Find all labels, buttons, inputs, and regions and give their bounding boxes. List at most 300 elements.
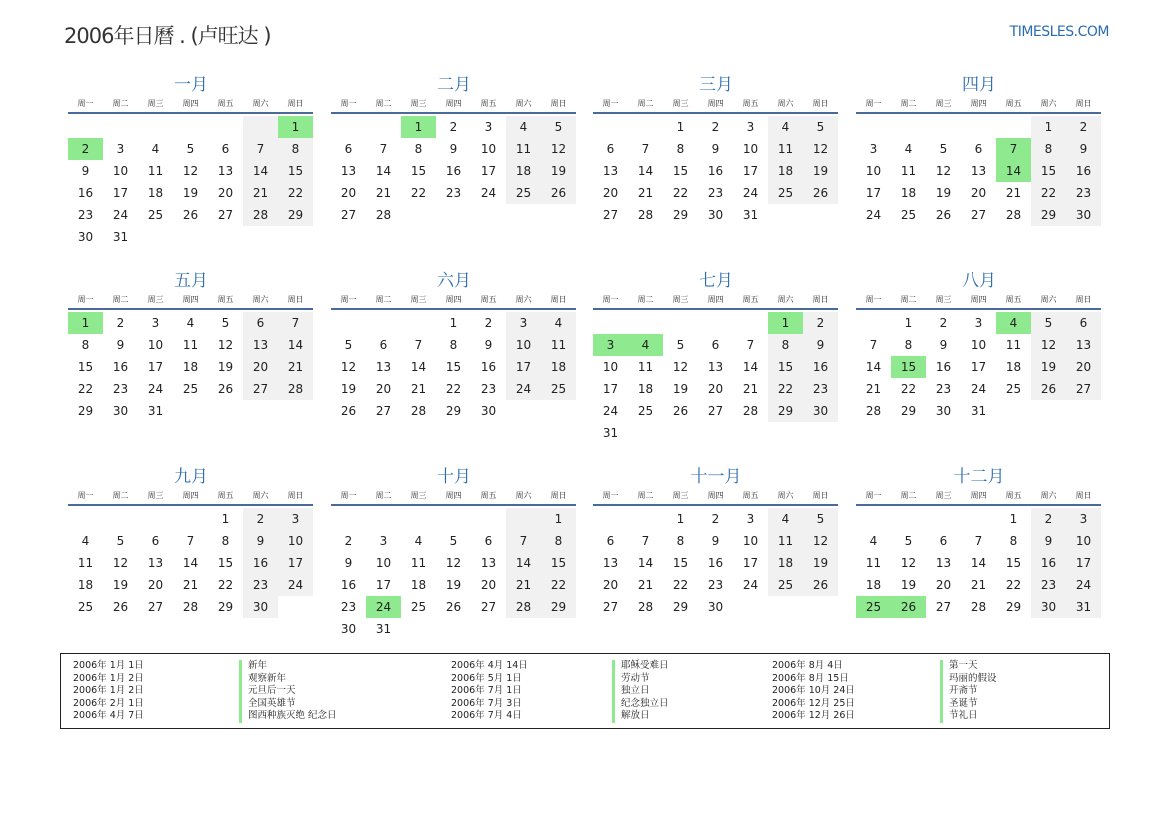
day-cell: 4 <box>414 534 423 548</box>
day-cell: 20 <box>1066 356 1101 378</box>
day-cell: 26 <box>803 182 838 204</box>
day-cell: 26 <box>1031 378 1066 400</box>
day-cell: 13 <box>602 164 619 178</box>
day-cell: 3 <box>869 142 878 156</box>
legend-dates-col-2 <box>451 660 528 723</box>
day-cell: 30 <box>112 404 129 418</box>
day-cell: 27 <box>602 600 619 614</box>
day-cell: 29 <box>672 208 689 222</box>
day-cell: 16 <box>1066 160 1101 182</box>
day-cell: 28 <box>637 600 654 614</box>
day-cell: 5 <box>116 534 125 548</box>
day-cell: 11 <box>147 164 164 178</box>
day-cell: 16 <box>243 552 278 574</box>
day-cell: 28 <box>278 378 313 400</box>
weekday-label: 周一 <box>602 491 619 500</box>
day-cell: 24 <box>742 186 759 200</box>
day-cell: 27 <box>935 600 952 614</box>
day-cell: 29 <box>1005 600 1022 614</box>
legend-date: 2006年 7月 1日 <box>451 685 522 697</box>
legend-holiday-name: 纪念独立日 <box>612 698 669 711</box>
legend-date: 2006年 8月 4日 <box>772 660 843 671</box>
day-cell: 18 <box>182 360 199 374</box>
day-cell: 17 <box>147 360 164 374</box>
day-cell: 16 <box>707 556 724 570</box>
empty-day-cell <box>138 116 173 138</box>
empty-day-cell <box>401 508 436 530</box>
header-divider <box>68 504 313 506</box>
month-calendar <box>331 270 577 422</box>
day-cell: 21 <box>970 578 987 592</box>
empty-day-cell <box>331 312 366 334</box>
day-cell: 21 <box>506 574 541 596</box>
empty-day-cell <box>856 312 891 334</box>
day-cell: 16 <box>803 356 838 378</box>
holiday-legend <box>60 653 1110 729</box>
day-cell: 6 <box>151 534 160 548</box>
day-cell: 31 <box>112 230 129 244</box>
day-cell: 6 <box>606 534 615 548</box>
day-cell: 30 <box>340 622 357 636</box>
day-cell: 30 <box>1066 204 1101 226</box>
day-cell: 28 <box>1005 208 1022 222</box>
day-cell: 7 <box>379 142 388 156</box>
day-cell: 22 <box>541 574 576 596</box>
weekday-label: 周日 <box>550 295 567 304</box>
day-cell: 14 <box>865 360 882 374</box>
day-cell: 12 <box>803 530 838 552</box>
day-cell: 21 <box>278 356 313 378</box>
weekday-label: 周一 <box>340 491 357 500</box>
day-cell: 30 <box>243 596 278 618</box>
weekday-label: 周六 <box>777 295 794 304</box>
day-cell: 20 <box>243 356 278 378</box>
weekday-label: 周日 <box>550 491 567 500</box>
month-name: 十一月 <box>690 467 742 487</box>
day-cell: 23 <box>803 378 838 400</box>
day-cell: 2 <box>803 312 838 334</box>
holiday-day-cell: 15 <box>891 356 926 378</box>
weekday-label: 周三 <box>147 491 164 500</box>
empty-day-cell <box>891 508 926 530</box>
day-cell: 13 <box>707 360 724 374</box>
empty-day-cell <box>331 508 366 530</box>
day-cell: 16 <box>935 360 952 374</box>
weekday-label: 周二 <box>900 295 917 304</box>
day-cell: 8 <box>414 142 423 156</box>
day-cell: 4 <box>541 312 576 334</box>
day-cell: 7 <box>186 534 195 548</box>
day-cell: 28 <box>970 600 987 614</box>
day-cell: 8 <box>768 334 803 356</box>
month-name: 四月 <box>962 75 996 95</box>
weekday-label: 周四 <box>182 491 199 500</box>
day-cell: 24 <box>1066 574 1101 596</box>
day-cell: 19 <box>803 552 838 574</box>
month-name: 三月 <box>699 75 733 95</box>
day-cell: 23 <box>445 186 462 200</box>
weekday-label: 周六 <box>1040 99 1057 108</box>
day-cell: 1 <box>904 316 913 330</box>
day-cell: 2 <box>939 316 948 330</box>
month-calendar <box>856 270 1102 422</box>
weekday-label: 周二 <box>112 491 129 500</box>
month-day-grid <box>331 488 577 640</box>
day-cell: 25 <box>768 182 803 204</box>
day-cell: 24 <box>506 378 541 400</box>
day-cell: 8 <box>676 534 685 548</box>
legend-holiday-name: 耶稣受难日 <box>612 660 669 673</box>
day-cell: 29 <box>278 204 313 226</box>
day-cell: 12 <box>672 360 689 374</box>
header-divider <box>856 504 1101 506</box>
month-calendar <box>856 74 1102 226</box>
day-cell: 30 <box>803 400 838 422</box>
month-day-grid <box>856 488 1102 618</box>
day-cell: 14 <box>410 360 427 374</box>
day-cell: 13 <box>970 164 987 178</box>
day-cell: 6 <box>243 312 278 334</box>
day-cell: 11 <box>768 530 803 552</box>
day-cell: 1 <box>221 512 230 526</box>
holiday-day-cell: 25 <box>856 596 891 618</box>
weekday-label: 周六 <box>515 99 532 108</box>
day-cell: 10 <box>278 530 313 552</box>
day-cell: 19 <box>1031 356 1066 378</box>
month-day-grid <box>593 292 839 444</box>
day-cell: 22 <box>768 378 803 400</box>
day-cell: 15 <box>768 356 803 378</box>
day-cell: 12 <box>112 556 129 570</box>
day-cell: 22 <box>445 382 462 396</box>
day-cell: 26 <box>112 600 129 614</box>
day-cell: 7 <box>278 312 313 334</box>
day-cell: 13 <box>480 556 497 570</box>
day-cell: 19 <box>112 578 129 592</box>
day-cell: 4 <box>506 116 541 138</box>
day-cell: 16 <box>340 578 357 592</box>
day-cell: 3 <box>1066 508 1101 530</box>
day-cell: 10 <box>1066 530 1101 552</box>
brand-link[interactable]: TIMESLES.COM <box>1009 24 1109 40</box>
weekday-label: 周日 <box>1075 99 1092 108</box>
weekday-label: 周二 <box>637 491 654 500</box>
day-cell: 16 <box>1031 552 1066 574</box>
holiday-day-cell: 3 <box>593 334 628 356</box>
day-cell: 25 <box>182 382 199 396</box>
day-cell: 29 <box>77 404 94 418</box>
day-cell: 3 <box>484 120 493 134</box>
weekday-label: 周二 <box>112 295 129 304</box>
day-cell: 2 <box>1066 116 1101 138</box>
month-day-grid <box>856 96 1102 226</box>
day-cell: 25 <box>768 574 803 596</box>
weekday-label: 周二 <box>637 295 654 304</box>
day-cell: 8 <box>449 338 458 352</box>
empty-day-cell <box>173 508 208 530</box>
day-cell: 19 <box>445 578 462 592</box>
day-cell: 18 <box>900 186 917 200</box>
day-cell: 13 <box>217 164 234 178</box>
weekday-label: 周五 <box>742 295 759 304</box>
empty-day-cell <box>628 312 663 334</box>
day-cell: 1 <box>541 508 576 530</box>
day-cell: 12 <box>1031 334 1066 356</box>
weekday-label: 周五 <box>742 491 759 500</box>
day-cell: 26 <box>340 404 357 418</box>
day-cell: 3 <box>379 534 388 548</box>
weekday-label: 周日 <box>550 99 567 108</box>
legend-names-col-1 <box>239 660 337 723</box>
legend-holiday-name: 元旦后一天 <box>239 685 337 698</box>
day-cell: 14 <box>278 334 313 356</box>
weekday-label: 周三 <box>935 491 952 500</box>
day-cell: 16 <box>480 360 497 374</box>
legend-date: 2006年 7月 4日 <box>451 710 522 722</box>
day-cell: 21 <box>742 382 759 396</box>
day-cell: 24 <box>865 208 882 222</box>
empty-day-cell <box>103 116 138 138</box>
weekday-label: 周五 <box>1005 99 1022 108</box>
day-cell: 2 <box>1031 508 1066 530</box>
day-cell: 17 <box>278 552 313 574</box>
weekday-label: 周三 <box>672 295 689 304</box>
month-name: 七月 <box>699 271 733 291</box>
day-cell: 27 <box>602 208 619 222</box>
day-cell: 9 <box>1066 138 1101 160</box>
day-cell: 5 <box>939 142 948 156</box>
day-cell: 7 <box>641 142 650 156</box>
day-cell: 17 <box>480 164 497 178</box>
day-cell: 30 <box>1031 596 1066 618</box>
day-cell: 6 <box>711 338 720 352</box>
empty-day-cell <box>663 312 698 334</box>
empty-day-cell <box>698 312 733 334</box>
day-cell: 18 <box>768 552 803 574</box>
day-cell: 25 <box>147 208 164 222</box>
day-cell: 7 <box>506 530 541 552</box>
day-cell: 23 <box>243 574 278 596</box>
day-cell: 4 <box>768 116 803 138</box>
day-cell: 29 <box>768 400 803 422</box>
holiday-day-cell: 24 <box>366 596 401 618</box>
empty-day-cell <box>208 116 243 138</box>
weekday-label: 周三 <box>672 491 689 500</box>
weekday-label: 周日 <box>812 491 829 500</box>
month-name: 一月 <box>174 75 208 95</box>
day-cell: 10 <box>742 534 759 548</box>
day-cell: 28 <box>182 600 199 614</box>
legend-names-col-3 <box>940 660 997 723</box>
weekday-label: 周一 <box>340 99 357 108</box>
day-cell: 22 <box>410 186 427 200</box>
day-cell: 11 <box>865 556 882 570</box>
day-cell: 4 <box>151 142 160 156</box>
day-cell: 9 <box>81 164 90 178</box>
empty-day-cell <box>68 508 103 530</box>
day-cell: 23 <box>112 382 129 396</box>
day-cell: 9 <box>243 530 278 552</box>
header-divider <box>856 112 1101 114</box>
empty-day-cell <box>366 116 401 138</box>
day-cell: 5 <box>541 116 576 138</box>
empty-day-cell <box>961 116 996 138</box>
day-cell: 31 <box>970 404 987 418</box>
empty-day-cell <box>628 508 663 530</box>
weekday-label: 周日 <box>287 491 304 500</box>
day-cell: 5 <box>676 338 685 352</box>
month-name: 六月 <box>437 271 471 291</box>
month-name: 八月 <box>962 271 996 291</box>
day-cell: 23 <box>1066 182 1101 204</box>
day-cell: 26 <box>935 208 952 222</box>
day-cell: 12 <box>182 164 199 178</box>
day-cell: 11 <box>541 334 576 356</box>
weekday-label: 周四 <box>970 491 987 500</box>
day-cell: 14 <box>182 556 199 570</box>
empty-day-cell <box>366 312 401 334</box>
empty-day-cell <box>366 508 401 530</box>
day-cell: 30 <box>935 404 952 418</box>
day-cell: 28 <box>865 404 882 418</box>
day-cell: 30 <box>480 404 497 418</box>
day-cell: 5 <box>221 316 230 330</box>
day-cell: 19 <box>803 160 838 182</box>
day-cell: 3 <box>116 142 125 156</box>
weekday-label: 周二 <box>375 491 392 500</box>
legend-date: 2006年 10月 24日 <box>772 685 855 697</box>
month-calendar <box>68 270 314 422</box>
day-cell: 11 <box>182 338 199 352</box>
empty-day-cell <box>856 116 891 138</box>
day-cell: 11 <box>77 556 94 570</box>
month-day-grid <box>68 488 314 618</box>
day-cell: 13 <box>375 360 392 374</box>
day-cell: 15 <box>1005 556 1022 570</box>
day-cell: 19 <box>182 186 199 200</box>
day-cell: 20 <box>970 186 987 200</box>
day-cell: 30 <box>707 600 724 614</box>
day-cell: 28 <box>742 404 759 418</box>
day-cell: 6 <box>344 142 353 156</box>
day-cell: 9 <box>711 142 720 156</box>
day-cell: 2 <box>484 316 493 330</box>
weekday-label: 周一 <box>865 99 882 108</box>
day-cell: 5 <box>186 142 195 156</box>
weekday-label: 周五 <box>217 99 234 108</box>
day-cell: 28 <box>375 208 392 222</box>
day-cell: 13 <box>1066 334 1101 356</box>
weekday-label: 周五 <box>480 295 497 304</box>
day-cell: 28 <box>506 596 541 618</box>
day-cell: 17 <box>742 164 759 178</box>
day-cell: 21 <box>243 182 278 204</box>
day-cell: 27 <box>480 600 497 614</box>
day-cell: 6 <box>221 142 230 156</box>
day-cell: 18 <box>410 578 427 592</box>
weekday-label: 周四 <box>970 99 987 108</box>
holiday-day-cell: 2 <box>68 138 103 160</box>
day-cell: 23 <box>340 600 357 614</box>
day-cell: 20 <box>602 186 619 200</box>
day-cell: 22 <box>217 578 234 592</box>
day-cell: 25 <box>637 404 654 418</box>
day-cell: 26 <box>182 208 199 222</box>
day-cell: 19 <box>340 382 357 396</box>
empty-day-cell <box>628 116 663 138</box>
day-cell: 21 <box>865 382 882 396</box>
day-cell: 23 <box>935 382 952 396</box>
day-cell: 1 <box>1009 512 1018 526</box>
header-divider <box>331 308 576 310</box>
day-cell: 10 <box>147 338 164 352</box>
day-cell: 25 <box>900 208 917 222</box>
weekday-label: 周五 <box>1005 491 1022 500</box>
day-cell: 6 <box>379 338 388 352</box>
weekday-label: 周三 <box>147 99 164 108</box>
day-cell: 23 <box>480 382 497 396</box>
day-cell: 6 <box>939 534 948 548</box>
weekday-label: 周五 <box>217 491 234 500</box>
header-divider <box>593 112 838 114</box>
day-cell: 22 <box>1005 578 1022 592</box>
weekday-label: 周五 <box>742 99 759 108</box>
day-cell: 29 <box>541 596 576 618</box>
month-day-grid <box>856 292 1102 422</box>
day-cell: 1 <box>1031 116 1066 138</box>
day-cell: 2 <box>116 316 125 330</box>
day-cell: 12 <box>935 164 952 178</box>
day-cell: 6 <box>484 534 493 548</box>
day-cell: 25 <box>1005 382 1022 396</box>
weekday-label: 周四 <box>182 99 199 108</box>
weekday-label: 周五 <box>217 295 234 304</box>
day-cell: 15 <box>672 556 689 570</box>
month-day-grid <box>593 96 839 226</box>
weekday-label: 周六 <box>252 99 269 108</box>
weekday-label: 周四 <box>445 491 462 500</box>
month-calendar <box>593 270 839 444</box>
day-cell: 11 <box>506 138 541 160</box>
legend-holiday-name: 劳动节 <box>612 673 669 686</box>
day-cell: 28 <box>637 208 654 222</box>
day-cell: 3 <box>974 316 983 330</box>
weekday-label: 周四 <box>707 99 724 108</box>
day-cell: 9 <box>803 334 838 356</box>
day-cell: 25 <box>77 600 94 614</box>
holiday-day-cell: 14 <box>996 160 1031 182</box>
day-cell: 7 <box>243 138 278 160</box>
day-cell: 1 <box>676 120 685 134</box>
legend-date: 2006年 4月 7日 <box>73 710 144 722</box>
day-cell: 14 <box>637 556 654 570</box>
legend-date: 2006年 12月 25日 <box>772 697 855 709</box>
day-cell: 26 <box>803 574 838 596</box>
legend-dates-col-3 <box>772 660 855 723</box>
day-cell: 19 <box>541 160 576 182</box>
month-name: 十二月 <box>953 467 1005 487</box>
legend-date: 2006年 2月 1日 <box>73 697 144 709</box>
legend-holiday-name: 玛丽的假设 <box>940 673 997 686</box>
holiday-day-cell: 1 <box>68 312 103 334</box>
day-cell: 18 <box>1005 360 1022 374</box>
day-cell: 20 <box>340 186 357 200</box>
day-cell: 19 <box>900 578 917 592</box>
day-cell: 24 <box>602 404 619 418</box>
day-cell: 25 <box>410 600 427 614</box>
header-divider <box>68 308 313 310</box>
day-cell: 10 <box>602 360 619 374</box>
